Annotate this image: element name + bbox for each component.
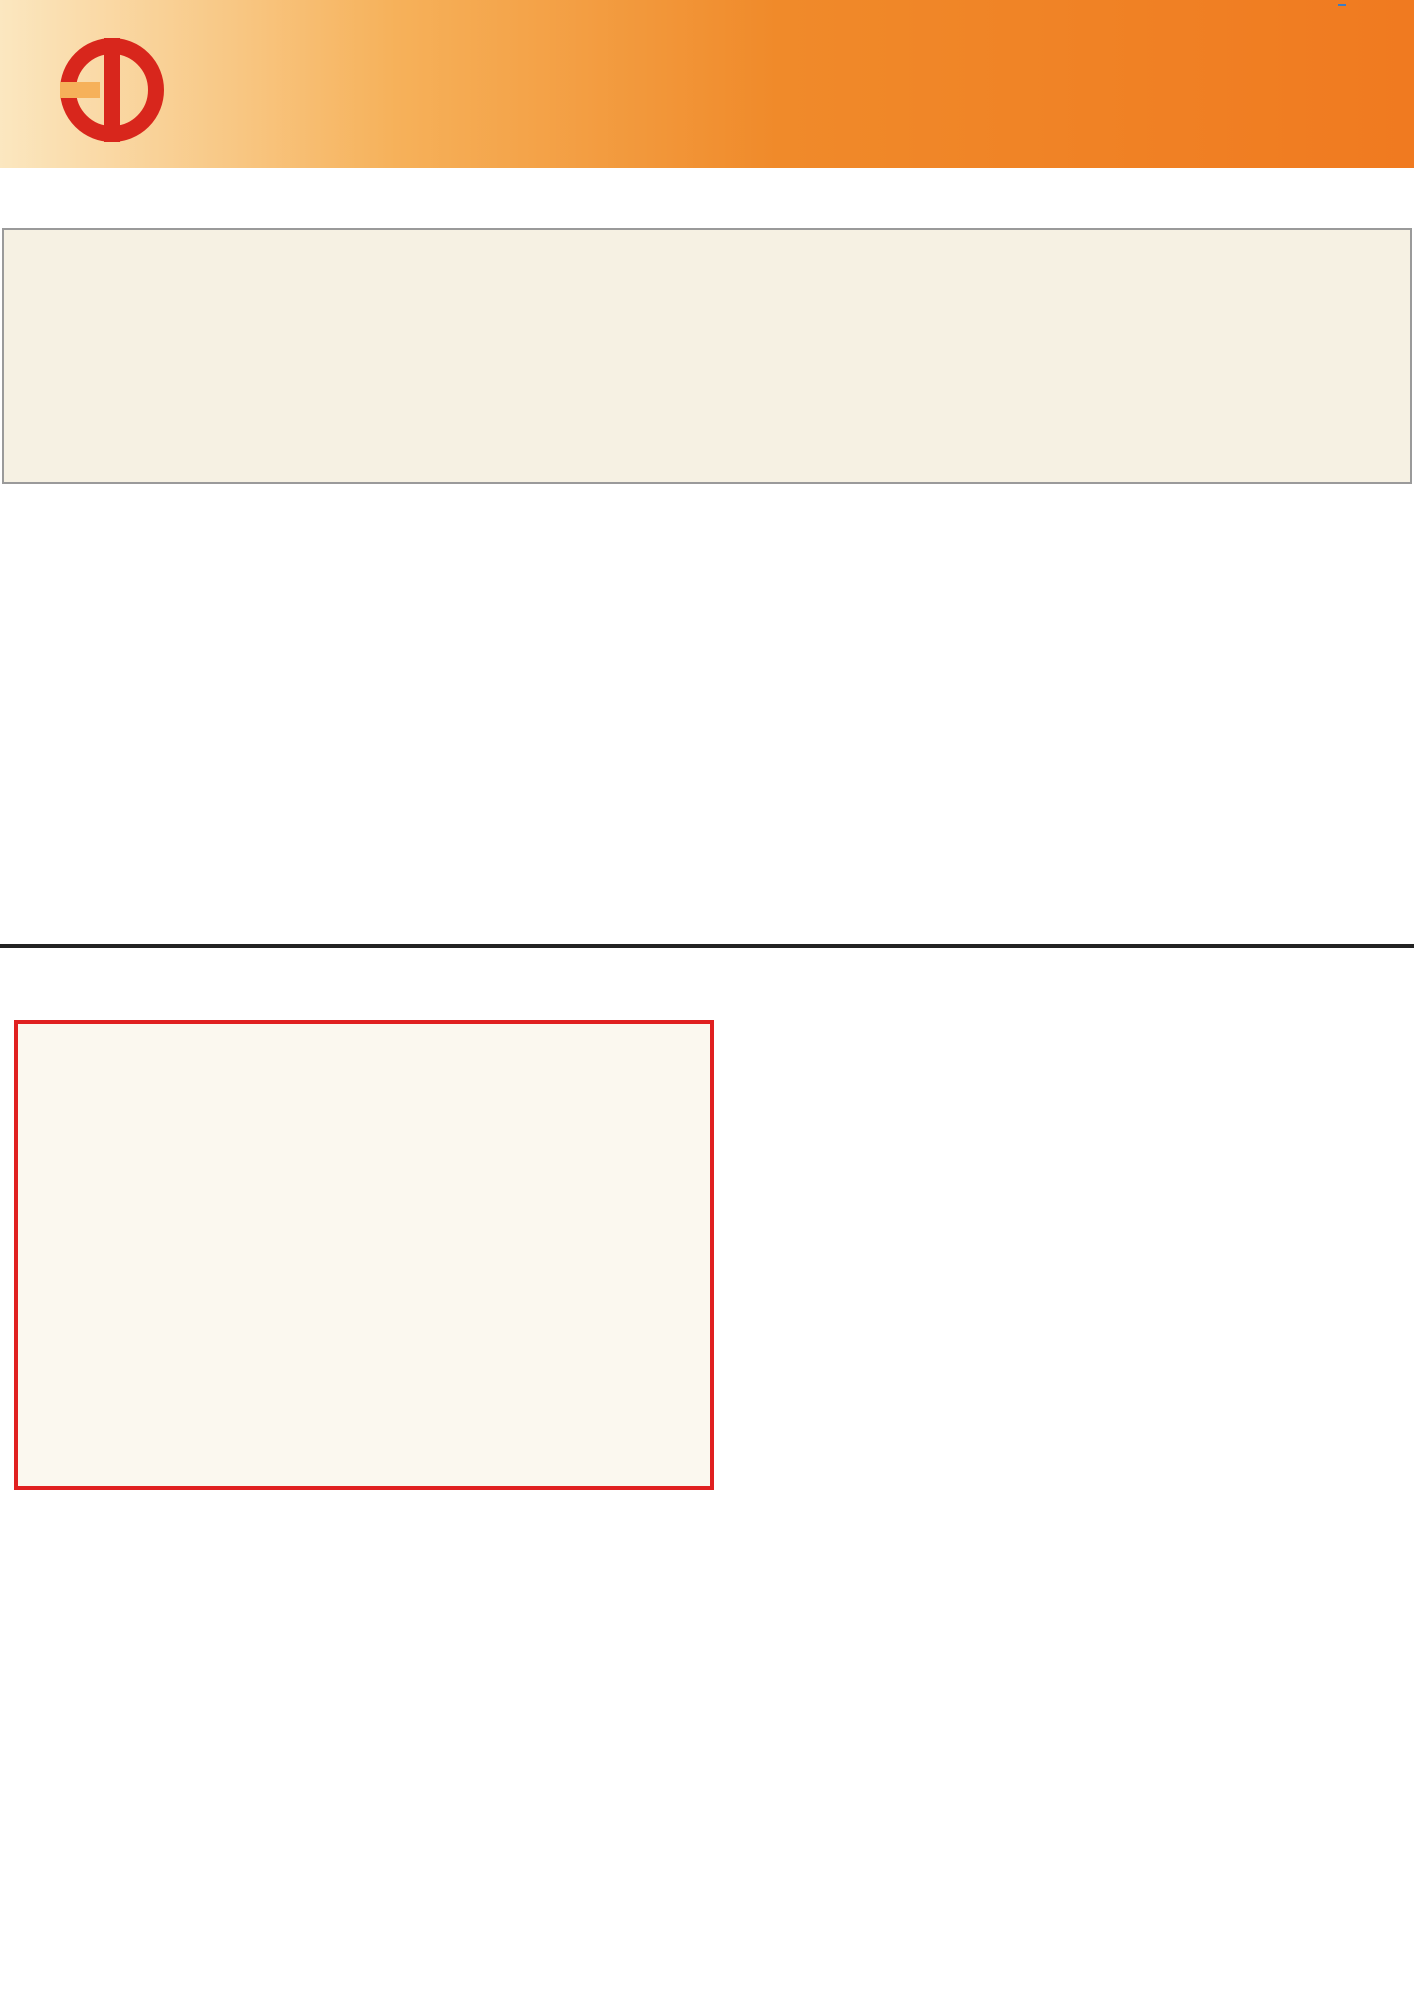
site-watermark xyxy=(1338,4,1346,6)
welfare-lottery-logo-icon xyxy=(52,30,172,150)
mini-trend-charts xyxy=(14,1020,714,1490)
expert-section xyxy=(20,1494,710,1498)
trend-table-grid xyxy=(4,230,1410,482)
header-banner xyxy=(0,0,1414,168)
section-divider xyxy=(0,944,1414,948)
review-text xyxy=(726,1114,1406,1164)
mini-trend-grid xyxy=(18,1024,710,1486)
trend-table xyxy=(2,228,1412,484)
